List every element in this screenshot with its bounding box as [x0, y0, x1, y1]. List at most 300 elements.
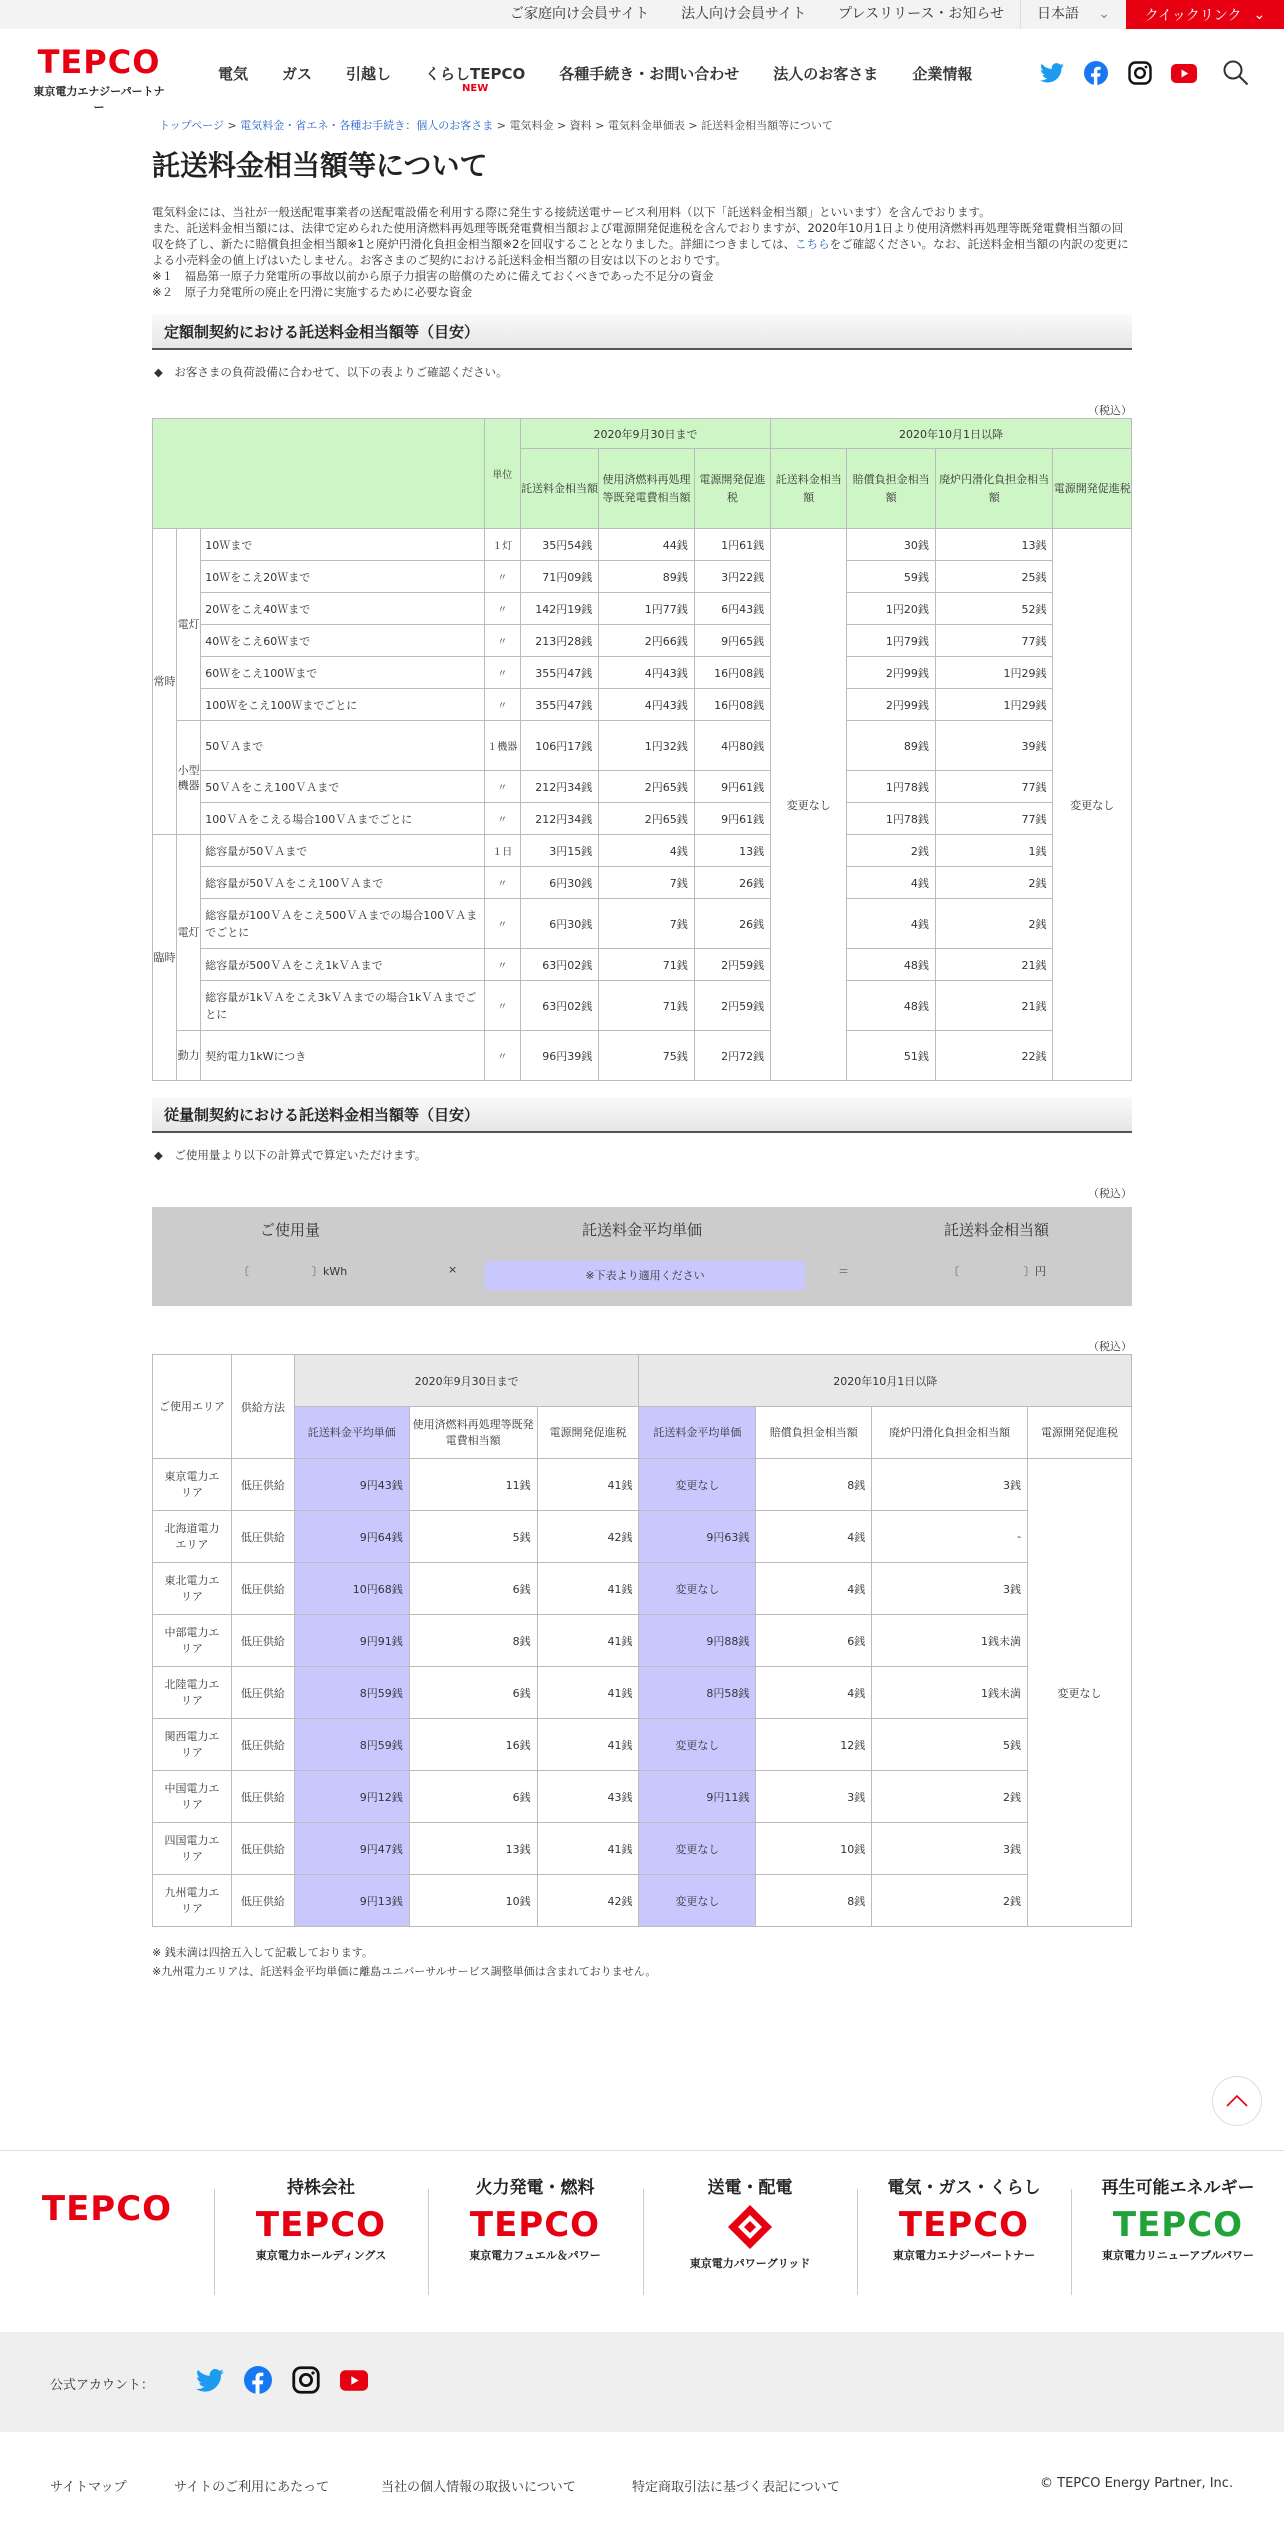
- value-cell: 3銭: [756, 1771, 872, 1823]
- value-cell: 71銭: [599, 981, 694, 1031]
- row-unit: 〃: [484, 593, 520, 625]
- table-row: [153, 689, 1132, 721]
- row-unit: 〃: [484, 981, 520, 1031]
- breadcrumb-item: 電気料金: [509, 119, 554, 132]
- details-link[interactable]: こちら: [795, 237, 830, 251]
- table-row: [153, 561, 1132, 593]
- value-cell: 10銭: [409, 1875, 537, 1927]
- header-col: 使用済燃料再処理等既発電費相当額: [409, 1407, 537, 1459]
- row-unit: 〃: [484, 625, 520, 657]
- footer-sitemap[interactable]: サイトマップ: [50, 2480, 127, 2495]
- area-cell: 中国電力エリア: [153, 1771, 232, 1823]
- row-unit: 〃: [484, 1031, 520, 1081]
- value-cell: 8銭: [409, 1615, 537, 1667]
- value-cell: 9円47銭: [294, 1823, 409, 1875]
- value-cell: 9円63銭: [639, 1511, 756, 1563]
- breadcrumb-personal[interactable]: 電気料金・省エネ・各種お手続き：個人のお客さま: [240, 119, 494, 132]
- row-name: 総容量が100ＶＡをこえ500ＶＡまでの場合100ＶＡまでごとに: [201, 899, 484, 949]
- calc-formula: [152, 1207, 1132, 1306]
- table-row: [153, 1511, 1132, 1563]
- method-cell: 低圧供給: [231, 1667, 294, 1719]
- group-label-rinji: 臨時: [153, 835, 177, 1081]
- group-divider: [214, 2189, 215, 2295]
- table-row: [153, 803, 1132, 835]
- group-title: 送電・配電: [707, 2178, 793, 2198]
- value-cell: 9円43銭: [294, 1459, 409, 1511]
- row-name: 総容量が50ＶＡをこえ100ＶＡまで: [201, 867, 484, 899]
- value-cell: 1円78銭: [847, 803, 935, 835]
- breadcrumb: [159, 117, 833, 133]
- value-cell: 75銭: [599, 1031, 694, 1081]
- header-after: 2020年10月1日以降: [771, 419, 1132, 449]
- value-cell: 21銭: [935, 949, 1053, 981]
- group-subtitle: 東京電力パワーグリッド: [689, 2257, 811, 2270]
- intro-note-2: ※２ 原子力発電所の廃止を円滑に実施するために必要な資金: [152, 285, 473, 299]
- table-row: [153, 721, 1132, 771]
- group-divider: [857, 2189, 858, 2295]
- main-content: [152, 146, 1132, 1981]
- value-cell: 2円99銭: [847, 657, 935, 689]
- official-accounts-label: 公式アカウント：: [50, 2378, 154, 2393]
- value-cell: 2銭: [872, 1875, 1028, 1927]
- section-bullet: ◆ お客さまの負荷設備に合わせて、以下の表よりご確認ください。: [154, 365, 508, 379]
- row-name: 100Ｗをこえ100Ｗまでごとに: [201, 689, 484, 721]
- value-cell: 6銭: [756, 1615, 872, 1667]
- group-label-kogata: 小型機器: [177, 721, 201, 835]
- value-cell: 2銭: [847, 835, 935, 867]
- value-cell: 1円29銭: [935, 657, 1053, 689]
- section-heading-fixed: 定額制契約における託送料金相当額等（目安）: [152, 314, 1132, 350]
- value-cell: 89銭: [599, 561, 694, 593]
- method-cell: 低圧供給: [231, 1875, 294, 1927]
- quick-link-label: クイックリンク: [1144, 7, 1242, 24]
- intro-p1: 電気料金には、当社が一般送配電事業者の送配電設備を利用する際に発生する接続送電サービス利用料（以下「託送料金相当額」といいます）を含んでおります。: [152, 205, 991, 219]
- area-cell: 北海道電力エリア: [153, 1511, 232, 1563]
- value-cell: 6銭: [409, 1667, 537, 1719]
- group-title: 持株会社: [287, 2178, 355, 2198]
- header-col: 電源開発促進税: [1028, 1407, 1132, 1459]
- value-cell: 1円61銭: [694, 529, 770, 561]
- area-cell: 関西電力エリア: [153, 1719, 232, 1771]
- table-row: [153, 593, 1132, 625]
- value-cell: 9円13銭: [294, 1875, 409, 1927]
- value-cell: 42銭: [537, 1511, 639, 1563]
- header-col: 電源開発促進税: [694, 449, 770, 529]
- group-company-1[interactable]: [214, 2173, 428, 2287]
- value-cell: 71銭: [599, 949, 694, 981]
- row-name: 総容量が500ＶＡをこえ1kＶＡまで: [201, 949, 484, 981]
- value-cell: 48銭: [847, 949, 935, 981]
- group-subtitle: 東京電力フュエル＆パワー: [469, 2249, 601, 2262]
- nav-kurashi-label: くらしTEPCO: [425, 65, 526, 83]
- intro-p2: [152, 220, 1132, 268]
- group-label-doryoku: 動力: [177, 1031, 201, 1081]
- table-row: [153, 529, 1132, 561]
- value-cell: 6銭: [409, 1563, 537, 1615]
- value-cell: 355円47銭: [520, 657, 598, 689]
- value-cell: 26銭: [694, 867, 770, 899]
- value-cell: 41銭: [537, 1459, 639, 1511]
- equals-sign: ＝: [838, 1265, 849, 1278]
- logo-mark: TEPCO: [37, 43, 161, 81]
- language-select[interactable]: [1020, 0, 1126, 29]
- value-cell: 1円77銭: [599, 593, 694, 625]
- press-link[interactable]: プレスリリース・お知らせ: [838, 6, 1004, 22]
- method-cell: 低圧供給: [231, 1511, 294, 1563]
- youtube-icon[interactable]: [1170, 59, 1198, 87]
- intro-p2b: をご確認ください。なお、託送料金相当額の内訳の変更による小売料金の値上げはいたしません。お客さまのご契約における託送料金相当額の目安は以下のとおりです。: [152, 237, 1129, 267]
- value-cell: 59銭: [847, 561, 935, 593]
- group-logo: TEPCO: [41, 2189, 173, 2229]
- twitter-icon[interactable]: [196, 2366, 224, 2394]
- value-cell: 4銭: [756, 1667, 872, 1719]
- breadcrumb-sep: >: [684, 119, 702, 132]
- header-col: 託送料金相当額: [771, 449, 847, 529]
- header-col: 託送料金平均単価: [294, 1407, 409, 1459]
- row-unit: 〃: [484, 949, 520, 981]
- value-cell: 16円08銭: [694, 689, 770, 721]
- row-unit: 〃: [484, 561, 520, 593]
- value-cell: 142円19銭: [520, 593, 598, 625]
- value-cell: 3銭: [872, 1459, 1028, 1511]
- breadcrumb-sep: >: [591, 119, 608, 132]
- value-cell: 10円68銭: [294, 1563, 409, 1615]
- table-row: [153, 657, 1132, 689]
- row-unit: 〃: [484, 899, 520, 949]
- header-before: 2020年9月30日まで: [294, 1355, 639, 1407]
- value-cell: 9円61銭: [694, 771, 770, 803]
- group-title: 火力発電・燃料: [475, 2178, 595, 2198]
- value-cell: 7銭: [599, 867, 694, 899]
- row-unit: 〃: [484, 657, 520, 689]
- row-unit: 〃: [484, 689, 520, 721]
- group-label-dento: 電灯: [177, 835, 201, 1031]
- table-row: [153, 835, 1132, 867]
- youtube-icon[interactable]: [340, 2366, 368, 2394]
- breadcrumb-item: 資料: [569, 119, 592, 132]
- value-cell: 106円17銭: [520, 721, 598, 771]
- method-cell: 低圧供給: [231, 1563, 294, 1615]
- value-cell: 1銭未満: [872, 1667, 1028, 1719]
- chevron-down-icon: ⌄: [1098, 6, 1110, 22]
- area-cell: 中部電力エリア: [153, 1615, 232, 1667]
- header-social: [1038, 59, 1250, 87]
- value-cell: 77銭: [935, 803, 1053, 835]
- value-cell: 2銭: [872, 1771, 1028, 1823]
- value-cell: 4円43銭: [599, 689, 694, 721]
- times-sign: ×: [448, 1263, 458, 1276]
- yen-open: 〔: [948, 1265, 959, 1278]
- value-cell: 12銭: [756, 1719, 872, 1771]
- value-cell: 2円59銭: [694, 949, 770, 981]
- calc-amount-label: 託送料金相当額: [944, 1221, 1050, 1239]
- area-cell: 四国電力エリア: [153, 1823, 232, 1875]
- table-row: [153, 1771, 1132, 1823]
- table-row: [153, 899, 1132, 949]
- note-rounding: ※ 銭未満は四捨五入して記載しております。: [152, 1946, 373, 1959]
- fixed-rate-table: [152, 418, 1132, 1081]
- row-unit: １日: [484, 835, 520, 867]
- header-col: 使用済燃料再処理等既発電費相当額: [599, 449, 694, 529]
- value-cell: 22銭: [935, 1031, 1053, 1081]
- header-before: 2020年9月30日まで: [520, 419, 770, 449]
- language-label: 日本語: [1037, 6, 1079, 22]
- value-cell: 41銭: [537, 1719, 639, 1771]
- instagram-icon[interactable]: [1126, 59, 1154, 87]
- value-cell: 39銭: [935, 721, 1053, 771]
- intro-text: [152, 204, 1132, 300]
- table-row: [153, 625, 1132, 657]
- breadcrumb-current: 託送料金相当額等について: [701, 119, 833, 132]
- new-badge: NEW: [462, 83, 489, 94]
- table-row: [153, 771, 1132, 803]
- row-name: 総容量が50ＶＡまで: [201, 835, 484, 867]
- corp-member-link[interactable]: 法人向け会員サイト: [681, 6, 807, 22]
- value-cell: 4銭: [756, 1511, 872, 1563]
- value-cell: 41銭: [537, 1667, 639, 1719]
- header-col: 電源開発促進税: [1053, 449, 1132, 529]
- site-logo[interactable]: [29, 45, 169, 115]
- method-cell: 低圧供給: [231, 1615, 294, 1667]
- value-cell: 5銭: [872, 1719, 1028, 1771]
- calc-usage-label: ご使用量: [260, 1221, 321, 1239]
- group-divider: [1071, 2189, 1072, 2295]
- value-cell: 26銭: [694, 899, 770, 949]
- value-cell: 9円91銭: [294, 1615, 409, 1667]
- table-notes: [152, 1943, 1132, 1981]
- value-cell: 2円99銭: [847, 689, 935, 721]
- value-cell: 2円65銭: [599, 803, 694, 835]
- yen-close: 〕円: [1024, 1265, 1046, 1278]
- header-after: 2020年10月1日以降: [639, 1355, 1132, 1407]
- value-cell: 13銭: [409, 1823, 537, 1875]
- table-row: [153, 1875, 1132, 1927]
- value-cell: 3円15銭: [520, 835, 598, 867]
- table-row: [153, 867, 1132, 899]
- value-cell: 9円88銭: [639, 1615, 756, 1667]
- footer-privacy[interactable]: 当社の個人情報の取扱いについて: [381, 2480, 576, 2495]
- group-title: 再生可能エネルギー: [1101, 2178, 1255, 2198]
- value-cell: 63円02銭: [520, 981, 598, 1031]
- value-cell: 変更なし: [639, 1719, 756, 1771]
- value-cell: 9円11銭: [639, 1771, 756, 1823]
- value-cell: 11銭: [409, 1459, 537, 1511]
- section-heading-metered: 従量制契約における託送料金相当額等（目安）: [152, 1097, 1132, 1133]
- value-cell: 16円08銭: [694, 657, 770, 689]
- value-cell: 63円02銭: [520, 949, 598, 981]
- table-row: [153, 1459, 1132, 1511]
- value-cell: 1円79銭: [847, 625, 935, 657]
- nav-procedures[interactable]: 各種手続き・お問い合わせ: [559, 65, 740, 83]
- header-col: 託送料金相当額: [520, 449, 598, 529]
- value-cell: 3円22銭: [694, 561, 770, 593]
- value-cell: 16銭: [409, 1719, 537, 1771]
- copyright: © TEPCO Energy Partner, Inc.: [1040, 2476, 1234, 2491]
- row-unit: 〃: [484, 771, 520, 803]
- method-cell: 低圧供給: [231, 1719, 294, 1771]
- value-cell: 3銭: [872, 1563, 1028, 1615]
- home-member-link[interactable]: ご家庭向け会員サイト: [510, 6, 650, 22]
- value-cell: 8円58銭: [639, 1667, 756, 1719]
- intro-note-1: ※１ 福島第一原子力発電所の事故以前から原子力損害の賠償のために備えておくべきであった不足分の資金: [152, 269, 714, 283]
- header-col: 賠償負担金相当額: [847, 449, 935, 529]
- value-cell: 2円66銭: [599, 625, 694, 657]
- value-cell: 4円80銭: [694, 721, 770, 771]
- search-icon[interactable]: [1222, 59, 1250, 87]
- table-row: [153, 1719, 1132, 1771]
- row-name: 60Ｗをこえ100Ｗまで: [201, 657, 484, 689]
- method-cell: 低圧供給: [231, 1823, 294, 1875]
- value-cell: 2銭: [935, 899, 1053, 949]
- table-row: [153, 981, 1132, 1031]
- row-name: 総容量が1kＶＡをこえ3kＶＡまでの場合1kＶＡまでごとに: [201, 981, 484, 1031]
- area-cell: 九州電力エリア: [153, 1875, 232, 1927]
- nav-corporate[interactable]: 企業情報: [912, 65, 973, 83]
- table-row: [153, 1031, 1132, 1081]
- value-cell: 5銭: [409, 1511, 537, 1563]
- group-logo: TEPCO: [255, 2205, 387, 2245]
- value-cell: 6銭: [409, 1771, 537, 1823]
- header-area: ご使用エリア: [153, 1355, 232, 1459]
- value-cell: 213円28銭: [520, 625, 598, 657]
- twitter-icon[interactable]: [1038, 59, 1066, 87]
- row-name: 100ＶＡをこえる場合100ＶＡまでごとに: [201, 803, 484, 835]
- note-kyushu: ※九州電力エリアは、託送料金平均単価に離島ユニバーサルサービス調整単価は含まれておりません。: [152, 1965, 657, 1978]
- value-cell: 1円32銭: [599, 721, 694, 771]
- value-cell: 212円34銭: [520, 771, 598, 803]
- table-row: [153, 1823, 1132, 1875]
- value-cell: 2円72銭: [694, 1031, 770, 1081]
- value-cell: 6円30銭: [520, 899, 598, 949]
- value-cell: 13銭: [935, 529, 1053, 561]
- nav-electricity[interactable]: 電気: [218, 65, 249, 83]
- value-cell: 4銭: [847, 867, 935, 899]
- value-cell: 51銭: [847, 1031, 935, 1081]
- group-company-4[interactable]: [857, 2173, 1071, 2287]
- value-cell: 1円78銭: [847, 771, 935, 803]
- nav-business[interactable]: 法人のお客さま: [773, 65, 879, 83]
- row-unit: １灯: [484, 529, 520, 561]
- group-company-5[interactable]: [1071, 2173, 1284, 2287]
- group-divider: [428, 2189, 429, 2295]
- breadcrumb-sep: >: [553, 119, 570, 132]
- no-change-cell: 変更なし: [1028, 1459, 1132, 1927]
- powergrid-logo-icon: [718, 2205, 782, 2249]
- area-cell: 北陸電力エリア: [153, 1667, 232, 1719]
- header-col: 賠償負担金相当額: [756, 1407, 872, 1459]
- value-cell: 1銭未満: [872, 1615, 1028, 1667]
- row-name: 50ＶＡまで: [201, 721, 484, 771]
- breadcrumb-top[interactable]: トップページ: [159, 119, 225, 132]
- value-cell: 1円20銭: [847, 593, 935, 625]
- value-cell: 8円59銭: [294, 1719, 409, 1771]
- value-cell: 44銭: [599, 529, 694, 561]
- group-company-3[interactable]: [643, 2173, 857, 2287]
- value-cell: 8銭: [756, 1875, 872, 1927]
- group-company-0[interactable]: [0, 2189, 214, 2303]
- header-col: 廃炉円滑化負担金相当額: [872, 1407, 1028, 1459]
- value-cell: 212円34銭: [520, 803, 598, 835]
- footer-terms[interactable]: サイトのご利用にあたって: [174, 2480, 330, 2495]
- breadcrumb-sep: >: [493, 119, 510, 132]
- quick-link-button[interactable]: [1126, 0, 1284, 29]
- method-cell: 低圧供給: [231, 1771, 294, 1823]
- site-footer: [0, 2432, 1284, 2541]
- instagram-icon[interactable]: [292, 2366, 320, 2394]
- group-label-dento: 電灯: [177, 529, 201, 721]
- row-name: 10Ｗまで: [201, 529, 484, 561]
- value-cell: 52銭: [935, 593, 1053, 625]
- facebook-icon[interactable]: [244, 2366, 272, 2394]
- value-cell: 71円09銭: [520, 561, 598, 593]
- group-label-jouji: 常時: [153, 529, 177, 835]
- nav-gas[interactable]: ガス: [282, 65, 313, 83]
- nav-moving[interactable]: 引越し: [346, 65, 392, 83]
- group-divider: [643, 2189, 644, 2295]
- row-name: 40Ｗをこえ60Ｗまで: [201, 625, 484, 657]
- footer-tokushoho[interactable]: 特定商取引法に基づく表記について: [632, 2480, 840, 2495]
- group-company-2[interactable]: [428, 2173, 642, 2287]
- page-title: 託送料金相当額等について: [152, 149, 488, 182]
- metered-rate-table: [152, 1354, 1132, 1927]
- tax-note: （税込）: [1088, 1187, 1132, 1200]
- value-cell: 4銭: [599, 835, 694, 867]
- value-cell: 41銭: [537, 1615, 639, 1667]
- value-cell: 43銭: [537, 1771, 639, 1823]
- group-subtitle: 東京電力リニューアブルパワー: [1101, 2249, 1255, 2262]
- header-col: 電源開発促進税: [537, 1407, 639, 1459]
- row-unit: 〃: [484, 803, 520, 835]
- utility-bar: [0, 0, 1284, 29]
- value-cell: 変更なし: [639, 1459, 756, 1511]
- value-cell: 7銭: [599, 899, 694, 949]
- back-to-top-button[interactable]: [1212, 2076, 1262, 2126]
- row-unit: 〃: [484, 867, 520, 899]
- value-cell: 355円47銭: [520, 689, 598, 721]
- method-cell: 低圧供給: [231, 1459, 294, 1511]
- logo-subtitle: 東京電力エナジーパートナー: [33, 85, 165, 114]
- value-cell: -: [872, 1511, 1028, 1563]
- table-row: [153, 949, 1132, 981]
- group-subtitle: 東京電力エナジーパートナー: [892, 2249, 1036, 2262]
- tax-note: （税込）: [1088, 1340, 1132, 1353]
- value-cell: 41銭: [537, 1823, 639, 1875]
- value-cell: 41銭: [537, 1563, 639, 1615]
- breadcrumb-item: 電気料金単価表: [607, 119, 685, 132]
- value-cell: 8銭: [756, 1459, 872, 1511]
- header-method: 供給方法: [231, 1355, 294, 1459]
- row-name: 契約電力1kWにつき: [201, 1031, 484, 1081]
- header-col: 廃炉円滑化負担金相当額: [935, 449, 1053, 529]
- table-row: [153, 1615, 1132, 1667]
- value-cell: 1銭: [935, 835, 1053, 867]
- value-cell: 9円65銭: [694, 625, 770, 657]
- value-cell: 4銭: [756, 1563, 872, 1615]
- official-accounts: [0, 2332, 1284, 2432]
- nav-kurashi[interactable]: [425, 63, 526, 94]
- value-cell: 48銭: [847, 981, 935, 1031]
- value-cell: 変更なし: [639, 1875, 756, 1927]
- facebook-icon[interactable]: [1082, 59, 1110, 87]
- chevron-up-icon: [1226, 2095, 1248, 2107]
- value-cell: 10銭: [756, 1823, 872, 1875]
- group-subtitle: 東京電力ホールディングス: [255, 2249, 387, 2262]
- section-bullet: ◆ ご使用量より以下の計算式で算定いただけます。: [154, 1148, 427, 1162]
- table-row: [153, 1667, 1132, 1719]
- chevron-down-icon: ⌄: [1253, 6, 1266, 23]
- group-logo: TEPCO: [469, 2205, 601, 2245]
- value-cell: 変更なし: [639, 1563, 756, 1615]
